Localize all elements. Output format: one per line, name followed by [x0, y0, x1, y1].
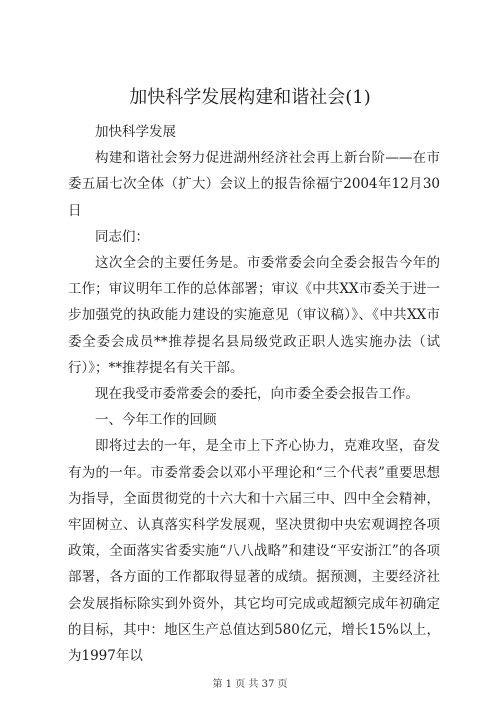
document-body	[68, 119, 440, 669]
paragraph: 这次全会的主要任务是。市委常委会向全委会报告今年的工作；审议明年工作的总体部署；审议《中共XX市委关于进一步加强党的执政能力建设的实施意见（审议稿）》、《中共XX市委全委会成员**推荐提名县局级党政正职人选实施办法（试行）》；**推荐提名有关干部。	[68, 255, 440, 376]
document-title: 加快科学发展构建和谐社会(1)	[129, 87, 371, 108]
paragraph: 构建和谐社会努力促进湖州经济社会再上新台阶——在市委五届七次全体（扩大）会议上的报告徐福宁2004年12月30日	[68, 150, 440, 219]
section-heading: 一、今年工作的回顾	[95, 412, 217, 429]
paragraph: 同志们：	[95, 228, 149, 245]
page-footer: 第 1 页 共 37 页	[212, 679, 288, 690]
paragraph: 加快科学发展	[95, 124, 176, 140]
paragraph: 即将过去的一年，是全市上下齐心协力，克难攻坚，奋发有为的一年。市委常委会以邓小平理论和“三个代表”重要思想为指导，全面贯彻党的十六大和十六届三中、四中全会精神，牢固树立、认真落实科学发展观，坚决贯彻中央宏观调控各项政策，全面落实省委实施“八八战略”和建设“平安浙江”的各项部署，各方面的工作都取得显著的成绩。据预测，主要经济社会发展指标除实到外资外，其它均可完成或超额完成年初确定的目标，其中：地区生产总值达到580亿元，增长15%以上，为1997年以	[68, 438, 440, 665]
paragraph: 现在我受市委常委会的委托，向市委全委会报告工作。	[95, 386, 419, 403]
